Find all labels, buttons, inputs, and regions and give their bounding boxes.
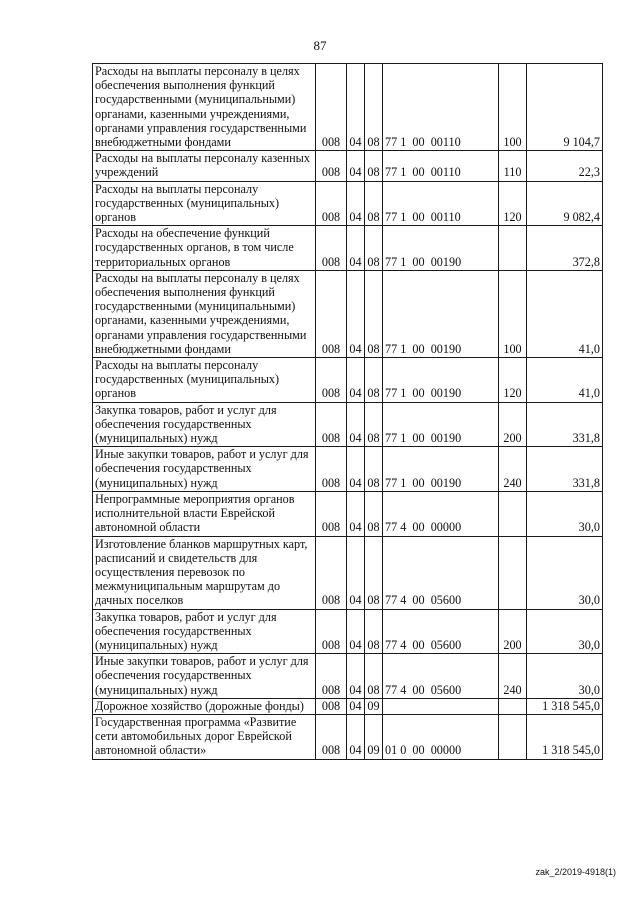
expense-type-code: 120 [499,181,527,226]
subsection-code: 08 [365,402,383,447]
subsection-code: 08 [365,491,383,536]
admin-code: 008 [316,151,347,181]
section-code: 04 [347,491,365,536]
row-name: Изготовление бланков маршрутных карт, расписаний и свидетельств для осуществления перевозок по межмуниципальным маршрутам до дачных поселков [93,536,316,609]
row-name: Иные закупки товаров, работ и услуг для обеспечения государственных (муниципальных) нужд [93,654,316,699]
section-code: 04 [347,447,365,492]
target-article-code: 77 1 00 00190 [383,358,499,403]
expense-type-code: 110 [499,151,527,181]
admin-code: 008 [316,714,347,759]
section-code: 04 [347,402,365,447]
admin-code: 008 [316,609,347,654]
section-code: 04 [347,151,365,181]
section-code: 04 [347,226,365,271]
expense-type-code: 240 [499,654,527,699]
row-name: Расходы на выплаты персоналу государственных (муниципальных) органов [93,181,316,226]
target-article-code: 77 4 00 05600 [383,536,499,609]
subsection-code: 08 [365,64,383,151]
row-name: Иные закупки товаров, работ и услуг для обеспечения государственных (муниципальных) нужд [93,447,316,492]
subsection-code: 08 [365,358,383,403]
expense-type-code: 100 [499,270,527,357]
amount: 9 082,4 [527,181,603,226]
amount: 22,3 [527,151,603,181]
table-row [93,714,603,759]
admin-code: 008 [316,654,347,699]
row-name: Расходы на выплаты персоналу в целях обеспечения выполнения функций государственными (муниципальными) органами, казенными учреждениями, органами управления государственными внебюджетными фондами [93,64,316,151]
admin-code: 008 [316,226,347,271]
row-name: Закупка товаров, работ и услуг для обеспечения государственных (муниципальных) нужд [93,402,316,447]
expense-type-code: 120 [499,358,527,403]
expense-type-code [499,536,527,609]
expense-type-code: 200 [499,609,527,654]
footer-code: zak_2/2019-4918(1) [535,867,616,877]
amount: 30,0 [527,654,603,699]
row-name: Расходы на выплаты персоналу в целях обеспечения выполнения функций государственными (муниципальными) органами, казенными учреждениями, органами управления государственными внебюджетными фондами [93,270,316,357]
subsection-code: 08 [365,226,383,271]
expense-type-code: 100 [499,64,527,151]
page-number: 87 [313,38,327,53]
amount: 30,0 [527,609,603,654]
target-article-code [383,698,499,714]
table-row [93,402,603,447]
admin-code: 008 [316,698,347,714]
amount: 41,0 [527,358,603,403]
subsection-code: 08 [365,609,383,654]
table-row [93,358,603,403]
amount: 1 318 545,0 [527,714,603,759]
expense-type-code: 200 [499,402,527,447]
admin-code: 008 [316,447,347,492]
amount: 9 104,7 [527,64,603,151]
table-row [93,491,603,536]
row-name: Дорожное хозяйство (дорожные фонды) [93,698,316,714]
table-row [93,536,603,609]
amount: 1 318 545,0 [527,698,603,714]
target-article-code: 77 4 00 05600 [383,609,499,654]
table-row [93,447,603,492]
target-article-code: 77 1 00 00110 [383,151,499,181]
subsection-code: 08 [365,151,383,181]
section-code: 04 [347,270,365,357]
subsection-code: 08 [365,536,383,609]
subsection-code: 08 [365,181,383,226]
table-row [93,270,603,357]
expense-type-code [499,698,527,714]
section-code: 04 [347,358,365,403]
expense-type-code [499,491,527,536]
target-article-code: 77 1 00 00110 [383,181,499,226]
section-code: 04 [347,536,365,609]
target-article-code: 77 1 00 00190 [383,226,499,271]
amount: 372,8 [527,226,603,271]
table-row [93,151,603,181]
row-name: Государственная программа «Развитие сети автомобильных дорог Еврейской автономной области» [93,714,316,759]
subsection-code: 08 [365,270,383,357]
target-article-code: 77 4 00 00000 [383,491,499,536]
section-code: 04 [347,64,365,151]
amount: 331,8 [527,402,603,447]
amount: 41,0 [527,270,603,357]
subsection-code: 08 [365,654,383,699]
amount: 30,0 [527,491,603,536]
target-article-code: 01 0 00 00000 [383,714,499,759]
row-name: Расходы на обеспечение функций государственных органов, в том числе территориальных органов [93,226,316,271]
table-row [93,226,603,271]
expense-type-code [499,714,527,759]
table-row [93,181,603,226]
section-code: 04 [347,714,365,759]
target-article-code: 77 1 00 00190 [383,447,499,492]
table-row [93,609,603,654]
target-article-code: 77 1 00 00110 [383,64,499,151]
budget-table [92,63,603,760]
admin-code: 008 [316,270,347,357]
subsection-code: 09 [365,714,383,759]
section-code: 04 [347,698,365,714]
admin-code: 008 [316,402,347,447]
table-row [93,698,603,714]
admin-code: 008 [316,181,347,226]
subsection-code: 09 [365,698,383,714]
row-name: Расходы на выплаты персоналу государственных (муниципальных) органов [93,358,316,403]
admin-code: 008 [316,358,347,403]
expense-type-code: 240 [499,447,527,492]
budget-table-body [93,64,603,760]
admin-code: 008 [316,536,347,609]
target-article-code: 77 1 00 00190 [383,270,499,357]
table-row [93,654,603,699]
table-row [93,64,603,151]
amount: 331,8 [527,447,603,492]
target-article-code: 77 4 00 05600 [383,654,499,699]
section-code: 04 [347,654,365,699]
admin-code: 008 [316,64,347,151]
row-name: Непрограммные мероприятия органов исполнительной власти Еврейской автономной области [93,491,316,536]
expense-type-code [499,226,527,271]
amount: 30,0 [527,536,603,609]
row-name: Закупка товаров, работ и услуг для обеспечения государственных (муниципальных) нужд [93,609,316,654]
target-article-code: 77 1 00 00190 [383,402,499,447]
row-name: Расходы на выплаты персоналу казенных учреждений [93,151,316,181]
section-code: 04 [347,181,365,226]
subsection-code: 08 [365,447,383,492]
admin-code: 008 [316,491,347,536]
section-code: 04 [347,609,365,654]
